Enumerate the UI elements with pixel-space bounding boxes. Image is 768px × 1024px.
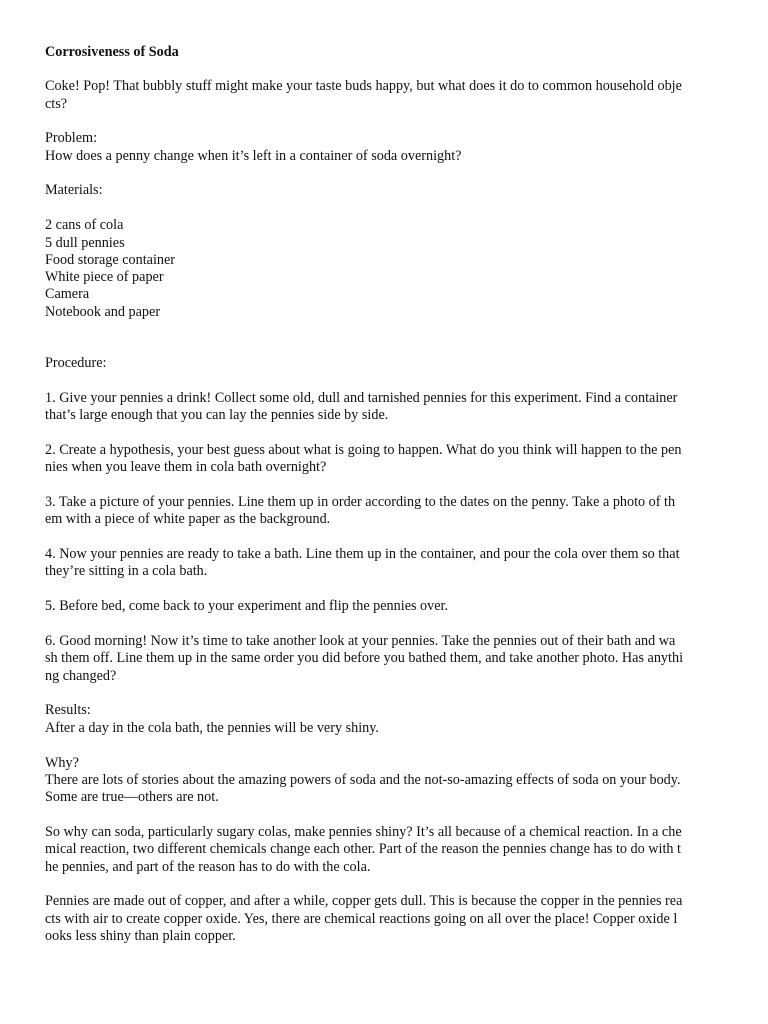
text-line: em with a piece of white paper as the background. xyxy=(45,511,331,528)
document-title: Corrosiveness of Soda xyxy=(45,44,179,60)
procedure-step-6 xyxy=(45,633,735,685)
results-section xyxy=(45,702,735,737)
text-line: cts with air to create copper oxide. Yes, there are chemical reactions going on all over the place! Copper oxide l xyxy=(45,910,678,927)
materials-heading-block xyxy=(45,182,735,199)
text-line: ooks less shiny than plain copper. xyxy=(45,927,236,944)
problem-section xyxy=(45,130,735,165)
text-line: ng changed? xyxy=(45,667,117,684)
why-paragraph-2 xyxy=(45,824,735,876)
text-line: Some are true—others are not. xyxy=(45,789,219,806)
text-line: Coke! Pop! That bubbly stuff might make your taste buds happy, but what does it do to common household obje xyxy=(45,78,682,95)
procedure-step-4 xyxy=(45,546,735,581)
problem-heading: Problem: xyxy=(45,130,98,147)
procedure-step-3 xyxy=(45,494,735,529)
text-line: 6. Good morning! Now it’s time to take another look at your pennies. Take the pennies out of their bath and wa xyxy=(45,633,676,650)
list-item: Camera xyxy=(45,286,90,303)
why-heading: Why? xyxy=(45,754,79,771)
results-text: After a day in the cola bath, the pennies will be very shiny. xyxy=(45,719,379,736)
text-line: There are lots of stories about the amazing powers of soda and the not-so-amazing effects of soda on your body. xyxy=(45,771,681,788)
text-line: that’s large enough that you can lay the pennies side by side. xyxy=(45,407,389,424)
text-line: 2. Create a hypothesis, your best guess about what is going to happen. What do you think will happen to the pen xyxy=(45,441,682,458)
list-item: Notebook and paper xyxy=(45,303,161,320)
text-line: So why can soda, particularly sugary colas, make pennies shiny? It’s all because of a chemical reaction. In a che xyxy=(45,823,682,840)
procedure-step-1 xyxy=(45,390,735,425)
text-line: 1. Give your pennies a drink! Collect some old, dull and tarnished pennies for this experiment. Find a container xyxy=(45,389,678,406)
text-line: sh them off. Line them up in the same order you did before you bathed them, and take another photo. Has anythi xyxy=(45,650,684,667)
list-item: 5 dull pennies xyxy=(45,234,125,251)
text-line: cts? xyxy=(45,95,68,112)
list-item: White piece of paper xyxy=(45,269,164,286)
list-item: Food storage container xyxy=(45,251,176,268)
text-line: Pennies are made out of copper, and after a while, copper gets dull. This is because the copper in the pennies rea xyxy=(45,893,683,910)
text-line: mical reaction, two different chemicals change each other. Part of the reason the pennies change has to do with t xyxy=(45,841,681,858)
materials-heading: Materials: xyxy=(45,182,103,199)
text-line: nies when you leave them in cola bath overnight? xyxy=(45,459,327,476)
document-page xyxy=(45,44,735,963)
procedure-heading-block xyxy=(45,355,735,372)
why-paragraph-3 xyxy=(45,893,735,945)
materials-list xyxy=(45,217,735,321)
intro-paragraph xyxy=(45,78,735,113)
text-line: 4. Now your pennies are ready to take a bath. Line them up in the container, and pour the cola over them so that xyxy=(45,546,680,563)
procedure-step-2 xyxy=(45,442,735,477)
results-heading: Results: xyxy=(45,702,91,719)
problem-text: How does a penny change when it’s left in a container of soda overnight? xyxy=(45,147,462,164)
text-line: they’re sitting in a cola bath. xyxy=(45,563,208,580)
procedure-heading: Procedure: xyxy=(45,355,107,372)
text-line: 3. Take a picture of your pennies. Line them up in order according to the dates on the penny. Take a photo of th xyxy=(45,494,676,511)
why-section xyxy=(45,755,735,807)
procedure-step-5 xyxy=(45,598,735,615)
text-line: he pennies, and part of the reason has to do with the cola. xyxy=(45,858,371,875)
list-item: 2 cans of cola xyxy=(45,217,124,234)
text-line: 5. Before bed, come back to your experiment and flip the pennies over. xyxy=(45,598,449,615)
